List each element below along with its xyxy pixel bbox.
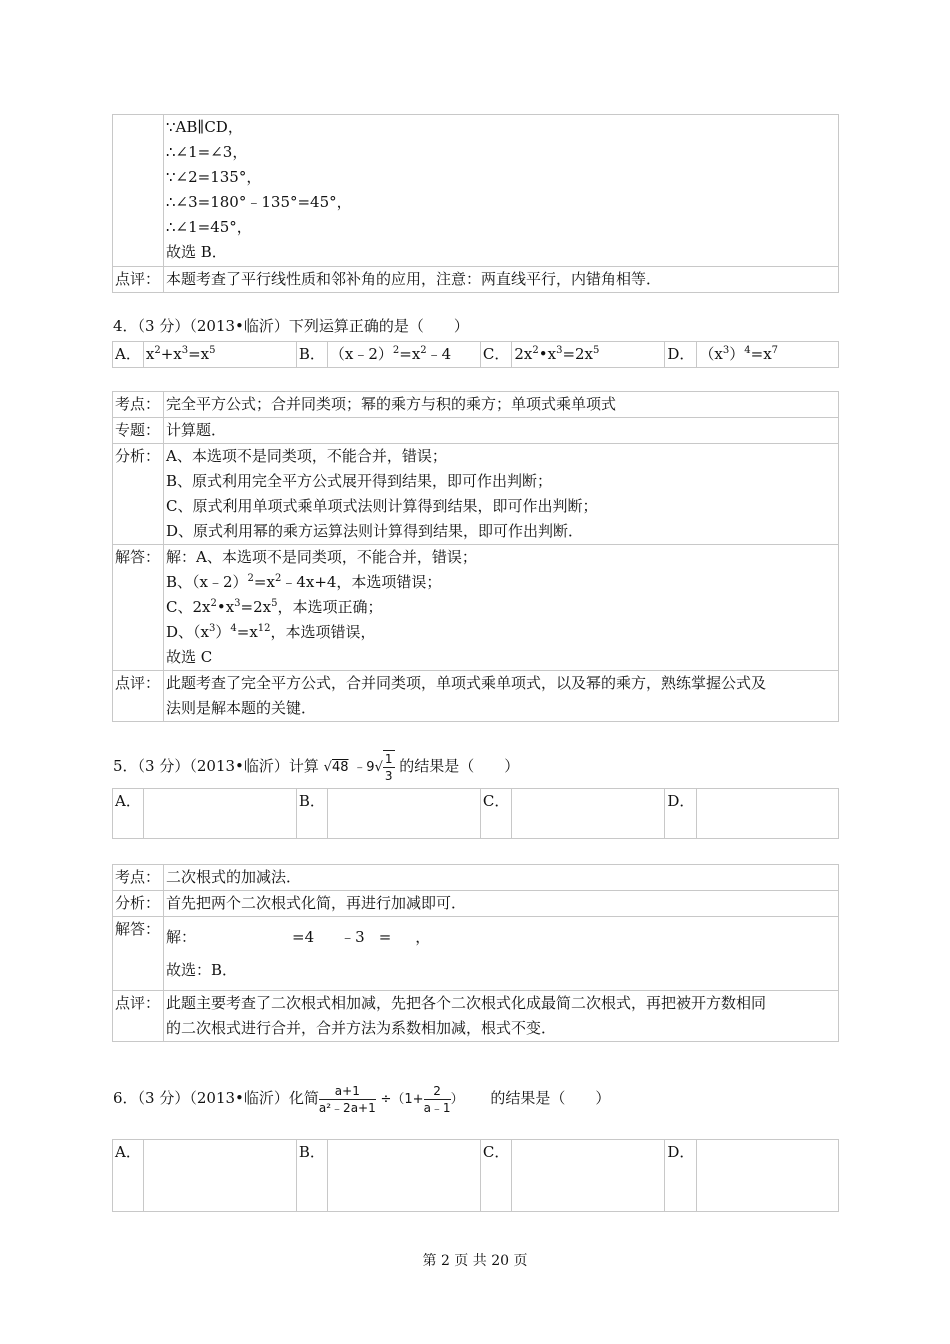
jieda-line: 解：A、本选项不是同类项，不能合并，错误； xyxy=(166,548,477,566)
jieda-line: D、$(x^3)^4=x^{12}$，本选项错误， xyxy=(166,623,376,641)
fenxi-label: 分析： xyxy=(113,891,164,917)
fraction-2: $\frac{2}{a﹣1}$ xyxy=(423,1083,451,1115)
jieda-line: 故选 C xyxy=(166,648,213,666)
q6-options xyxy=(112,1139,839,1212)
option-c-content[interactable] xyxy=(512,789,665,839)
q4-stem: 4．（3 分）（2013•临沂）下列运算正确的是（ ） xyxy=(113,317,469,335)
option-a-label[interactable]: A． xyxy=(113,342,144,368)
solution-line: ∵∠2=135°， xyxy=(166,168,262,186)
option-a-label[interactable]: A． xyxy=(113,789,144,839)
q4-options xyxy=(112,341,839,368)
jieda-line: 故选：B． xyxy=(166,961,238,979)
option-b-label[interactable]: B． xyxy=(296,789,327,839)
solution-line: ∴∠3=180°﹣135°=45°， xyxy=(166,193,352,211)
prev-solution-cell xyxy=(164,115,839,267)
option-d-content[interactable]: $(x^3)^4=x^7$ xyxy=(697,342,839,368)
fenxi-cell xyxy=(164,444,839,545)
option-d-label[interactable]: D． xyxy=(665,1140,697,1212)
comment-text: 本题考查了平行线性质和邻补角的应用，注意：两直线平行，内错角相等． xyxy=(164,267,839,293)
q4-analysis-table xyxy=(112,391,839,722)
empty-label-cell xyxy=(113,115,164,267)
comment-label: 点评： xyxy=(113,267,164,293)
dianping-cell xyxy=(164,671,839,722)
fenxi-line: D、原式利用幂的乘方运算法则计算得到结果，即可作出判断． xyxy=(166,522,584,540)
kaodian-label: 考点： xyxy=(113,392,164,418)
jieda-cell xyxy=(164,917,839,991)
solution-line: 故选 B． xyxy=(166,243,227,261)
jieda-line: B、$(x﹣2)^2=x^2﹣4x+4$，本选项错误； xyxy=(166,573,442,591)
option-b-content[interactable]: $(x﹣2)^2=x^2﹣4$ xyxy=(327,342,480,368)
option-b-label[interactable]: B． xyxy=(296,342,327,368)
option-c-label[interactable]: C． xyxy=(480,342,511,368)
fenxi-label: 分析： xyxy=(113,444,164,545)
jieda-label: 解答： xyxy=(113,917,164,991)
dianping-line: 此题主要考查了二次根式相加减，先把各个二次根式化成最简二次根式，再把被开方数相同 xyxy=(166,994,767,1012)
option-b-content[interactable] xyxy=(327,1140,480,1212)
q6-stem: 6．（3 分）（2013•临沂）化简 $\frac{a+1}{\text{a²﹣2a+1}}$ ÷（1+ $\frac{2}{a﹣1}$ ） 的结果是（ ） xyxy=(113,1083,611,1115)
dianping-line: 此题考查了完全平方公式，合并同类项，单项式乘单项式，以及幂的乘方，熟练掌握公式及 xyxy=(166,674,767,692)
dianping-label: 点评： xyxy=(113,671,164,722)
fenxi-line: C、原式利用单项式乘单项式法则计算得到结果，即可作出判断； xyxy=(166,497,598,515)
solution-line: ∴∠1=∠3， xyxy=(166,143,248,161)
kaodian-text: 二次根式的加减法． xyxy=(164,865,839,891)
option-a-content[interactable] xyxy=(143,789,296,839)
sqrt-48: √48 xyxy=(323,760,349,775)
jieda-line: 解： =4 ﹣3 = ， xyxy=(166,928,431,946)
option-a-label[interactable]: A． xyxy=(113,1140,144,1212)
fenxi-text: 首先把两个二次根式化简，再进行加减即可． xyxy=(164,891,839,917)
solution-line: ∴∠1=45°， xyxy=(166,218,252,236)
jieda-label: 解答： xyxy=(113,545,164,671)
option-c-label[interactable]: C． xyxy=(480,1140,511,1212)
page-footer: 第 2 页 共 20 页 xyxy=(422,1253,528,1269)
zhuanti-label: 专题： xyxy=(113,418,164,444)
zhuanti-text: 计算题． xyxy=(164,418,839,444)
fraction-1: $\frac{a+1}{\text{a²﹣2a+1}}$ xyxy=(318,1083,376,1115)
option-d-label[interactable]: D． xyxy=(665,789,697,839)
option-c-label[interactable]: C． xyxy=(480,789,511,839)
option-a-content[interactable]: $x^2+x^3=x^5$ xyxy=(143,342,296,368)
dianping-line: 法则是解本题的关键． xyxy=(166,699,317,717)
prev-solution-table xyxy=(112,114,839,293)
dianping-cell xyxy=(164,991,839,1042)
dianping-line: 的二次根式进行合并，合并方法为系数相加减，根式不变． xyxy=(166,1019,557,1037)
option-a-content[interactable] xyxy=(143,1140,296,1212)
option-b-content[interactable] xyxy=(327,789,480,839)
option-b-label[interactable]: B． xyxy=(296,1140,327,1212)
dianping-label: 点评： xyxy=(113,991,164,1042)
kaodian-text: 完全平方公式；合并同类项；幂的乘方与积的乘方；单项式乘单项式 xyxy=(164,392,839,418)
option-d-label[interactable]: D． xyxy=(665,342,697,368)
q5-stem: 5．（3 分）（2013•临沂）计算 √48 ﹣9√ $\frac{1}{3}$ 的结果是（ ） xyxy=(113,752,520,783)
solution-line: ∵AB∥CD， xyxy=(166,118,243,136)
option-c-content[interactable] xyxy=(512,1140,665,1212)
q5-options xyxy=(112,788,839,839)
kaodian-label: 考点： xyxy=(113,865,164,891)
q5-analysis-table xyxy=(112,864,839,1042)
jieda-cell xyxy=(164,545,839,671)
fenxi-line: A、本选项不是同类项，不能合并，错误； xyxy=(166,447,447,465)
option-d-content[interactable] xyxy=(697,1140,839,1212)
option-c-content[interactable]: $2x^2•x^3=2x^5$ xyxy=(512,342,665,368)
jieda-line: C、$2x^2•x^3=2x^5$，本选项正确； xyxy=(166,598,383,616)
option-d-content[interactable] xyxy=(697,789,839,839)
fenxi-line: B、原式利用完全平方公式展开得到结果，即可作出判断； xyxy=(166,472,553,490)
